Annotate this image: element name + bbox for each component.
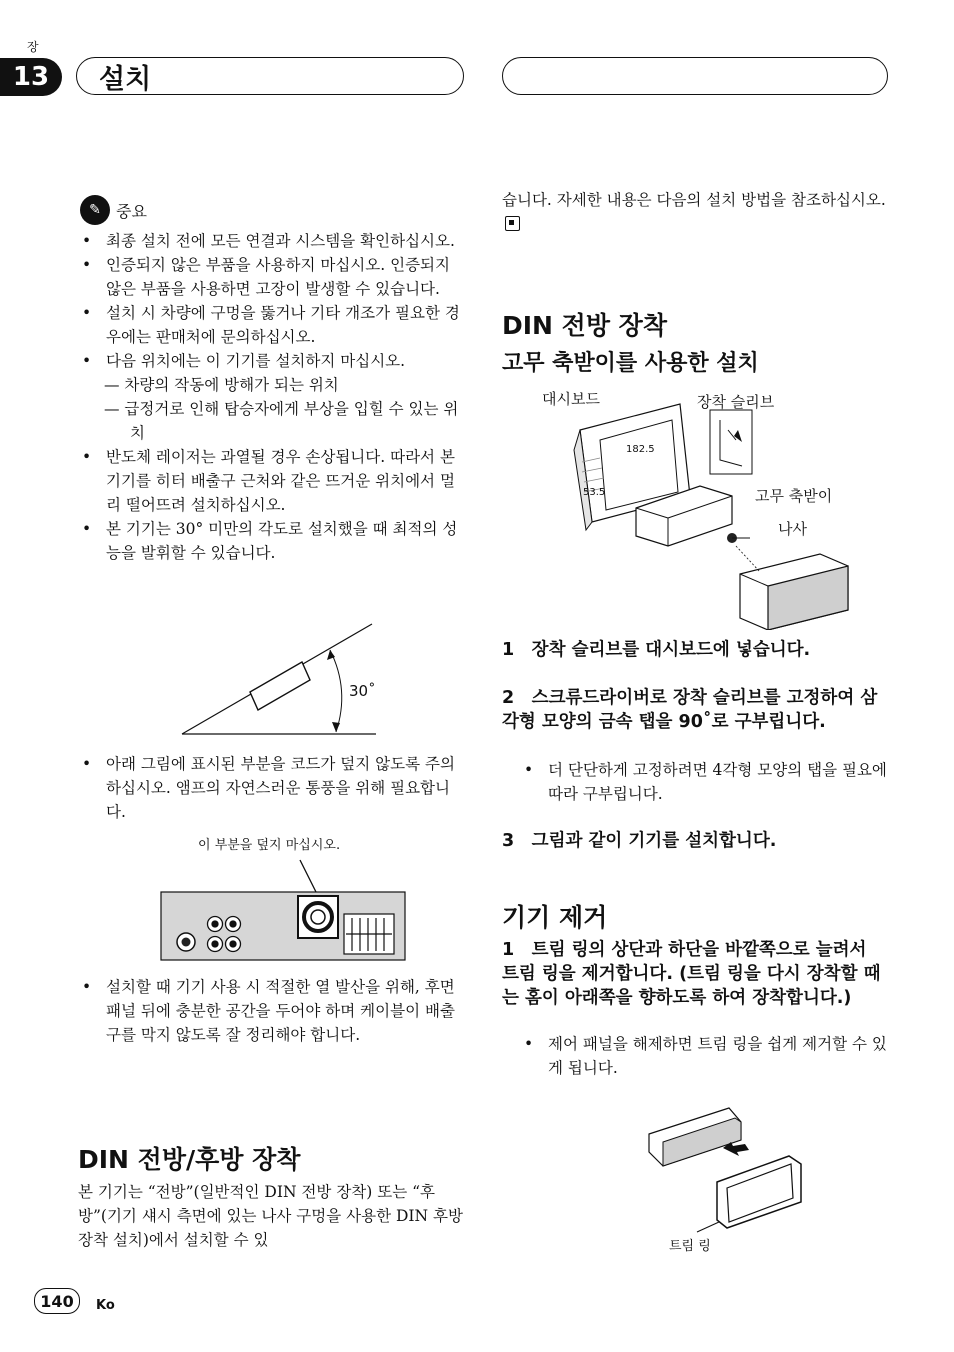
important-dash-item: — 차량의 작동에 방해가 되는 위치 xyxy=(104,376,339,394)
rear-panel-figure xyxy=(160,856,410,962)
end-mark-icon xyxy=(505,216,520,231)
cord-note-list xyxy=(80,752,464,824)
important-bullet-item: • 반도체 레이저는 과열될 경우 손상됩니다. 따라서 본 기기를 히터 배출구 근처와 같은 뜨거운 위치에서 멀리 떨어뜨려 설치하십시오. xyxy=(80,445,464,517)
trim-ring-pointer xyxy=(697,1222,719,1232)
removal-note: • 제어 패널을 해제하면 트림 링을 쉽게 제거할 수 있게 됩니다. xyxy=(522,1032,888,1080)
step-3: 3 그림과 같이 기기를 설치합니다. xyxy=(502,831,777,851)
important-heading-text: 중요 xyxy=(116,201,147,221)
dim-width-label: 182.5 xyxy=(626,444,655,455)
dashboard-label: 대시보드 xyxy=(542,390,600,408)
step-2-note: • 더 단단하게 고정하려면 4각형 모양의 탭을 필요에 따라 구부립니다. xyxy=(522,758,888,806)
angle-label: 30˚ xyxy=(349,682,376,700)
heat-note: • 설치할 때 기기 사용 시 적절한 열 발산을 위해, 후면 패널 뒤에 충분한 공간을 두어야 하며 케이블이 배출구를 막지 않도록 잘 정리해야 합니다. xyxy=(80,975,464,1047)
removal-heading: 기기 제거 xyxy=(502,903,608,932)
trim-ring xyxy=(717,1156,801,1228)
section-title: 설치 xyxy=(76,57,464,95)
important-pin-icon: ✎ xyxy=(80,195,110,225)
language-code: Ko xyxy=(96,1298,115,1313)
removal-step-1: 1 트림 링의 상단과 하단을 바깥쪽으로 늘려서 트림 링을 제거합니다. (트림 링을 다시 장착할 때는 홈이 아래쪽을 향하도록 하여 장착합니다.) xyxy=(502,940,881,1008)
din-front-rear-continued xyxy=(502,188,888,236)
sleeve-label: 장착 슬리브 xyxy=(697,393,775,411)
important-bullet-item: • 설치 시 차량에 구멍을 뚫거나 기타 개조가 필요한 경우에는 판매처에 문의하십시오. xyxy=(80,301,464,349)
arc-arrow-bottom xyxy=(332,722,340,732)
important-heading xyxy=(80,195,147,225)
angled-unit-shape xyxy=(250,662,310,710)
removal-note-list xyxy=(522,1032,888,1080)
important-bullet-item: • 인증되지 않은 부품을 사용하지 마십시오. 인증되지 않은 부품을 사용하면 고장이 발생할 수 있습니다. xyxy=(80,253,464,301)
important-bullet-item: • 본 기기는 30° 미만의 각도로 설치했을 때 최적의 성능을 발휘할 수 있습니다. xyxy=(80,517,464,565)
din-front-install-figure xyxy=(560,400,860,630)
angle-figure xyxy=(180,620,380,740)
cover-caption: 이 부분을 덮지 마십시오. xyxy=(198,838,341,853)
trim-ring-figure xyxy=(645,1100,805,1240)
step-1: 1 장착 슬리브를 대시보드에 넣습니다. xyxy=(502,640,811,660)
caption-pointer xyxy=(300,860,318,896)
dim-height-label: 53.5 xyxy=(583,487,606,498)
step-2: 2 스크류드라이버로 장착 슬리브를 고정하여 삼각형 모양의 금속 탭을 90˚로 구부립니다. xyxy=(502,688,878,732)
din-front-heading: DIN 전방 장착 xyxy=(502,311,667,340)
chapter-label: 장 xyxy=(27,40,39,54)
continued-text: 습니다. 자세한 내용은 다음의 설치 방법을 참조하십시오. xyxy=(502,191,886,209)
heat-note-list xyxy=(80,975,464,1047)
rubber-bush-label: 고무 축받이 xyxy=(755,487,833,505)
screw-label: 나사 xyxy=(778,520,807,538)
cord-note: • 아래 그림에 표시된 부분을 코드가 덮지 않도록 주의하십시오. 앰프의 자연스러운 통풍을 위해 필요합니다. xyxy=(80,752,464,824)
chapter-number-badge: 13 xyxy=(0,58,62,96)
important-bullet-item: • 다음 위치에는 이 기기를 설치하지 마십시오. xyxy=(80,349,464,373)
header-right-pill xyxy=(502,57,888,95)
rubber-bush-heading: 고무 축받이를 사용한 설치 xyxy=(502,351,759,376)
step-2-note-list xyxy=(522,758,888,806)
din-front-rear-heading: DIN 전방/후방 장착 xyxy=(78,1145,301,1174)
sleeve-inset-box xyxy=(710,410,752,474)
trim-ring-label: 트림 링 xyxy=(669,1239,711,1254)
important-list xyxy=(80,229,464,565)
angle-arc xyxy=(330,650,342,732)
important-dash-item: — 급정거로 인해 탑승자에게 부상을 입힐 수 있는 위치 xyxy=(104,400,459,442)
din-front-rear-body: 본 기기는 “전방”(일반적인 DIN 전방 장착) 또는 “후방”(기기 섀시 측면에 있는 나사 구멍을 사용한 DIN 후방 장착 설치)에서 설치할 수 있 xyxy=(78,1183,463,1249)
page-number: 140 xyxy=(34,1288,80,1314)
important-bullet-item: • 최종 설치 전에 모든 연결과 시스템을 확인하십시오. xyxy=(80,229,464,253)
